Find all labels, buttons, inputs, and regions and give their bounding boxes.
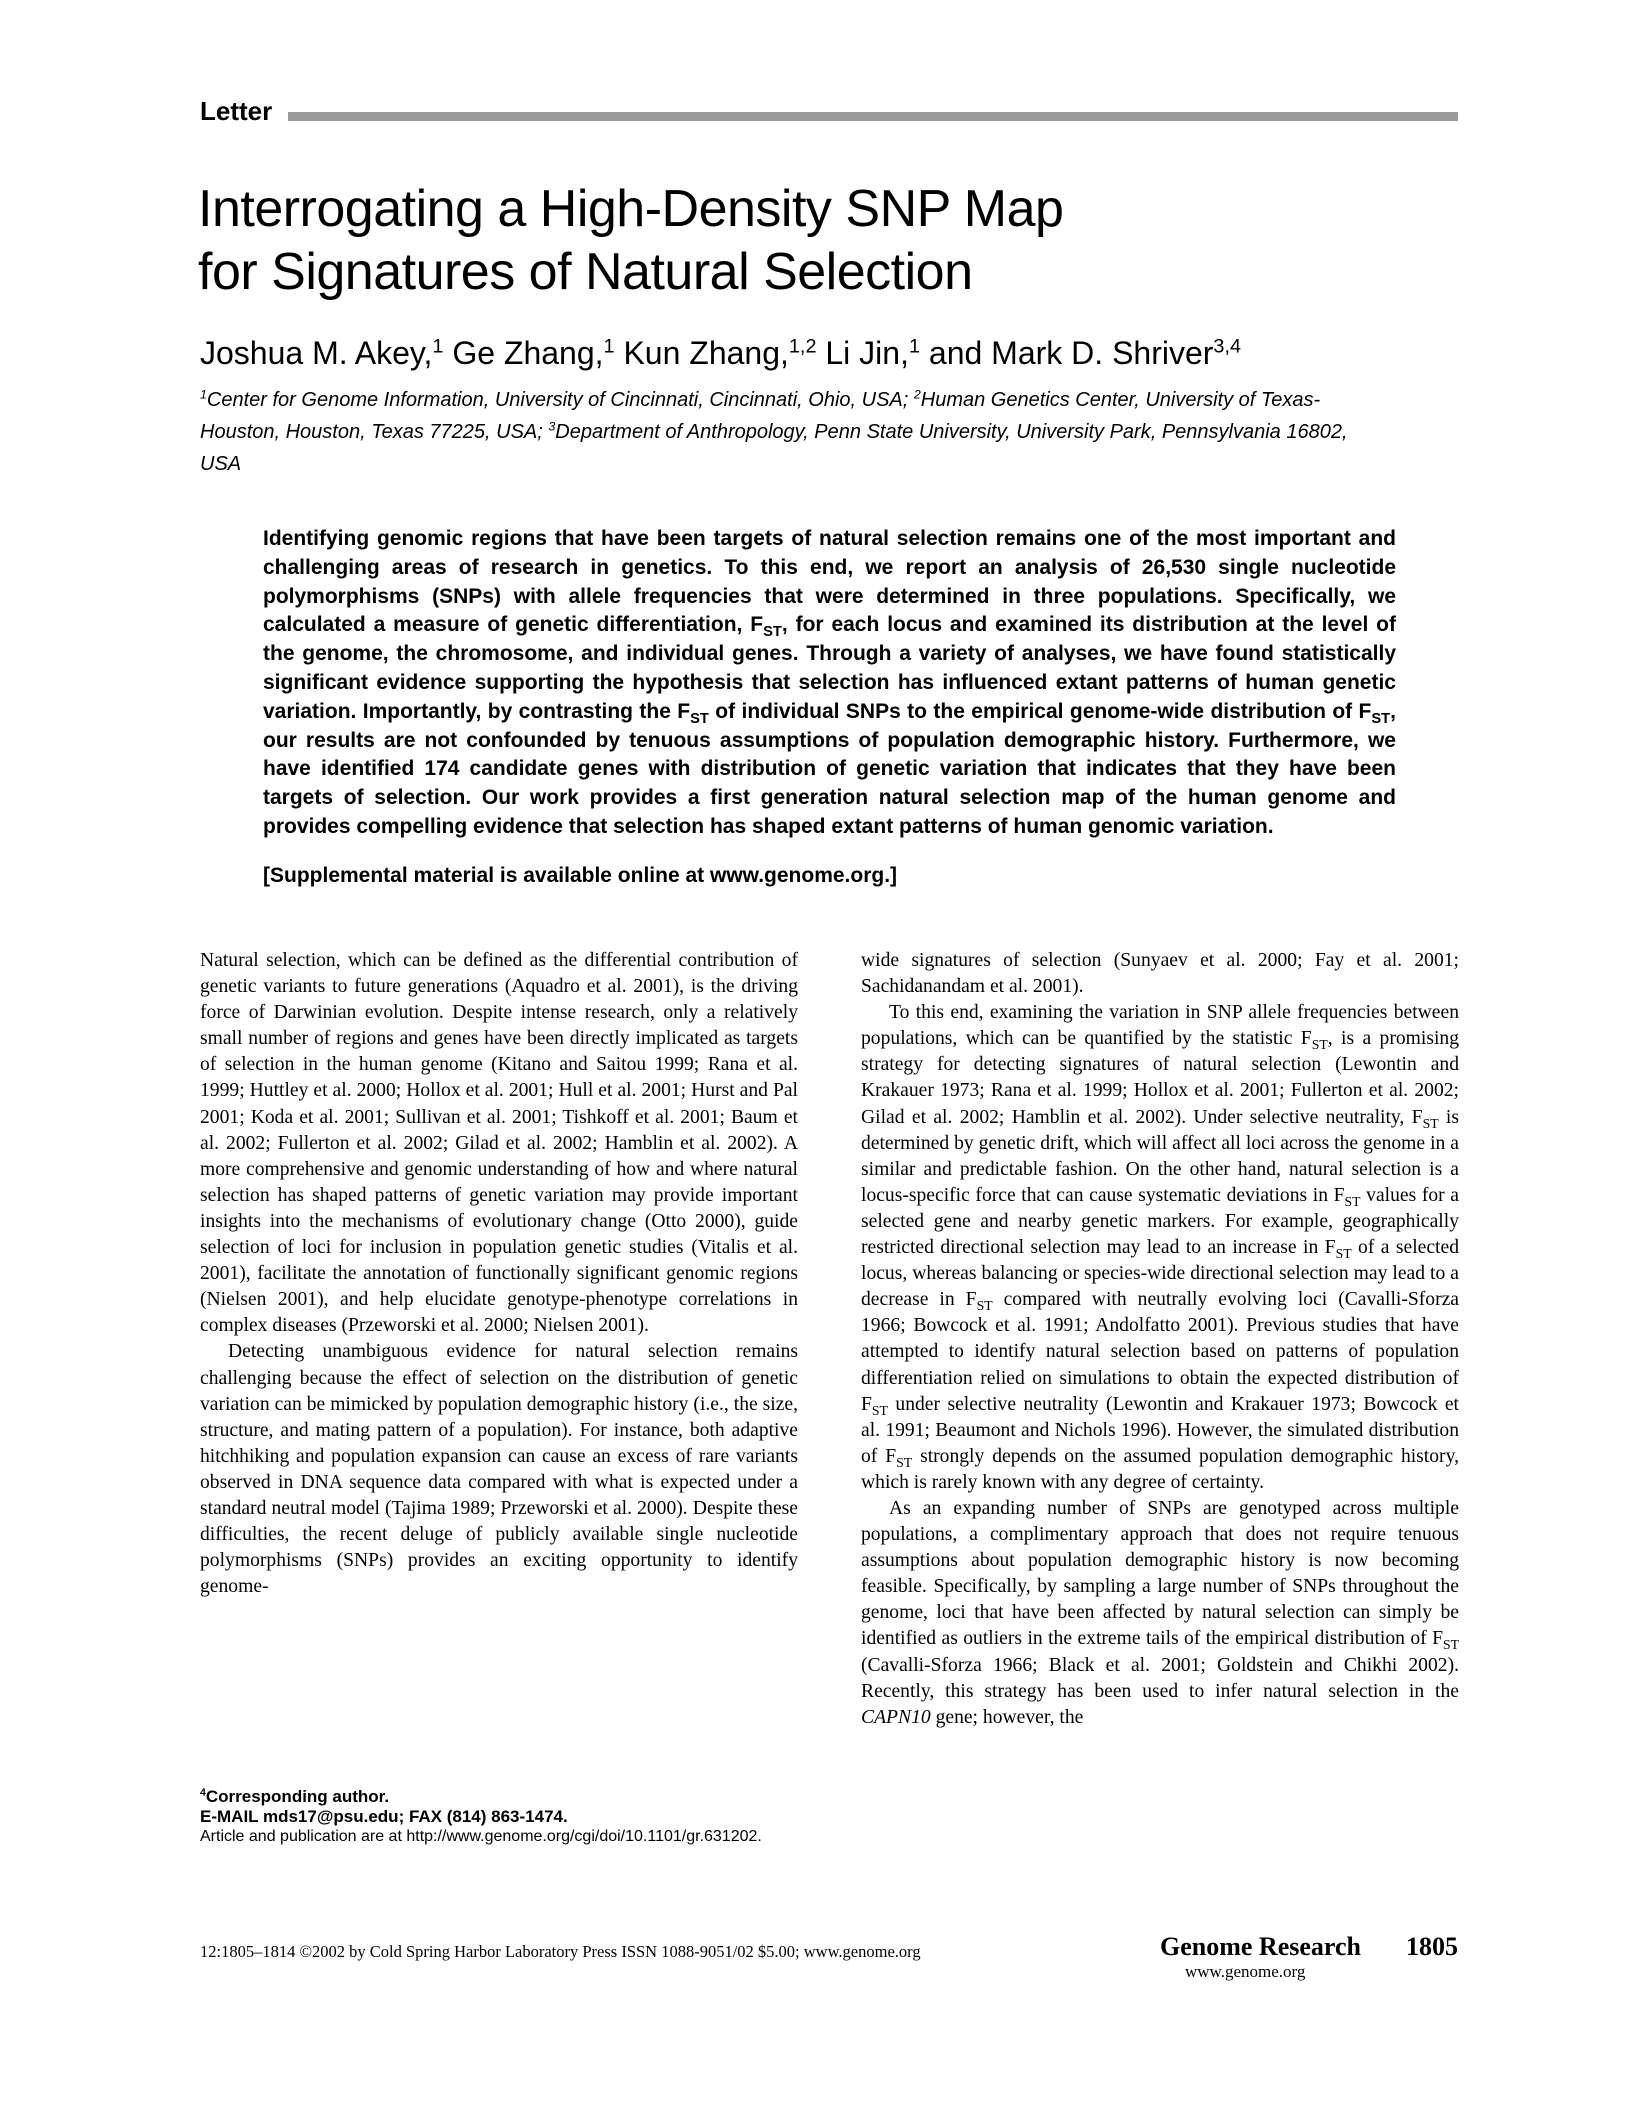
affiliation-text: Human Genetics Center, University of Texas-Houston, Houston, Texas 77225, USA; — [200, 389, 1321, 443]
section-header — [200, 95, 1458, 127]
affiliations — [200, 384, 1390, 480]
abstract-text: , for each locus and examined its distribution at the level of the genome, the chromosome, and individual genes. Through a variety of analyses, we have found statistically significant evidence supporting the hypothesis that selection has influenced extant patterns of human genetic variation. Importantly, by contrasting the F — [263, 613, 1396, 723]
header-rule — [288, 112, 1458, 121]
body-text: gene; however, the — [930, 1706, 1084, 1728]
fst-subscript: ST — [1335, 1245, 1352, 1261]
body-paragraph — [861, 1000, 1459, 1496]
footer-citation: 12:1805–1814 ©2002 by Cold Spring Harbor Laboratory Press ISSN 1088-9051/02 $5.00; www.genome.org — [200, 1942, 921, 1961]
fst-subscript: ST — [976, 1298, 993, 1314]
fst-subscript: ST — [1344, 1193, 1361, 1209]
body-text: , is a promising strategy for detecting signatures of natural selection (Lewontin and Krakauer 1973; Rana et al. 1999; Hollox et al. 2001; Fullerton et al. 2002; Gilad et al. 2002; Hamblin et al. 2002). Under selective neutrality, F — [861, 1028, 1459, 1128]
fst-subscript: ST — [871, 1402, 888, 1418]
author-affil-marker: 1 — [603, 335, 615, 358]
page-footer — [200, 1928, 1462, 1988]
body-text: values for a selected gene and nearby genetic markers. For example, geographically restricted directional selection may lead to an increase in F — [861, 1184, 1460, 1259]
section-label: Letter — [200, 96, 273, 126]
abstract — [263, 525, 1396, 842]
body-text: As an expanding number of SNPs are genotyped across multiple populations, a complimentary approach that does not require tenuous assumptions about population demographic history is now becoming feasible. Specifically, by sampling a large number of SNPs throughout the genome, loci that have been affected by natural selection can simply be identified as outliers in the extreme tails of the empirical distribution of F — [861, 1497, 1459, 1650]
author-affil-marker: 1,2 — [788, 335, 817, 358]
journal-url: www.genome.org — [1185, 1962, 1306, 1981]
article-url-note: Article and publication are at http://www.genome.org/cgi/doi/10.1101/gr.631202. — [200, 1828, 762, 1845]
fst-subscript: ST — [1311, 1037, 1328, 1053]
body-text: compared with neutrally evolving loci (Cavalli-Sforza 1966; Bowcock et al. 1991; Andolfatto 2001). Previous studies that have attempted to identify natural selection based on patterns of population differentiation relied on simulations to obtain the expected distribution of F — [861, 1289, 1459, 1415]
abstract-text: of individual SNPs to the empirical genome-wide distribution of F — [708, 699, 1372, 723]
affil-marker: 2 — [913, 387, 921, 402]
journal-name: Genome Research — [1160, 1932, 1361, 1961]
body-text: To this end, examining the variation in SNP allele frequencies between populations, which can be quantified by the statistic F — [861, 1002, 1459, 1050]
author-affil-marker: 1 — [432, 335, 444, 358]
affil-marker: 1 — [200, 387, 207, 402]
affiliation-text: Center for Genome Information, University of Cincinnati, Cincinnati, Ohio, USA; — [206, 389, 914, 411]
supplemental-note: [Supplemental material is available online at www.genome.org.] — [263, 864, 898, 887]
fst-subscript: ST — [1371, 710, 1391, 727]
body-text: (Cavalli-Sforza 1966; Black et al. 2001; Goldstein and Chikhi 2002). Recently, this strategy has been used to infer natural selection in the — [861, 1654, 1459, 1702]
author-affil-marker: 3,4 — [1213, 335, 1241, 358]
fst-subscript: ST — [896, 1454, 913, 1470]
affil-marker: 3 — [548, 419, 556, 434]
title-line-1: Interrogating a High-Density SNP Map — [198, 180, 1064, 238]
page-number: 1805 — [1406, 1932, 1458, 1961]
author-list — [200, 333, 1400, 373]
body-paragraph — [861, 1496, 1459, 1731]
fst-subscript: ST — [690, 710, 709, 727]
footnote-marker: 4 — [200, 1786, 206, 1799]
author-name: Kun Zhang, — [614, 335, 789, 371]
author-name: Joshua M. Akey, — [200, 335, 433, 371]
author-name: Li Jin, — [816, 335, 909, 371]
body-paragraph: Natural selection, which can be defined as the differential contribution of genetic variants to future generations (Aquadro et al. 2001), is the driving force of Darwinian evolution. Despite intense research, only a relatively small number of regions and genes have been directly implicated as targets of selection in the human genome (Kitano and Saitou 1999; Rana et al. 1999; Huttley et al. 2000; Hollox et al. 2001; Hull et al. 2001; Hurst and Pal 2001; Koda et al. 2001; Sullivan et al. 2001; Tishkoff et al. 2001; Baum et al. 2002; Fullerton et al. 2002; Gilad et al. 2002; Hamblin et al. 2002). A more comprehensive and genomic understanding of how and where natural selection has shaped patterns of genetic variation may provide important insights into the mechanisms of evolutionary change (Otto 2000), guide selection of loci for inclusion in population genetic studies (Vitalis et al. 2001), facilitate the annotation of functionally significant genomic regions (Nielsen 2001), and help elucidate genotype-phenotype correlations in complex diseases (Przeworski et al. 2000; Nielsen 2001). — [200, 950, 798, 1337]
body-paragraph: wide signatures of selection (Sunyaev et al. 2000; Fay et al. 2001; Sachidanandam et al. 2001). — [861, 950, 1459, 998]
body-text: is determined by genetic drift, which will affect all loci across the genome in a similar and predictable fashion. On the other hand, natural selection is a locus-specific force that can cause systematic deviations in F — [861, 1106, 1460, 1206]
abstract-text: Identifying genomic regions that have been targets of natural selection remains one of the most important and challenging areas of research in genetics. To this end, we report an analysis of 26,530 single nucleotide polymorphisms (SNPs) with allele frequencies that were determined in three populations. Specifically, we calculated a measure of genetic differentiation, F — [263, 527, 1396, 637]
body-column-right — [861, 948, 1459, 1731]
body-column-left — [200, 948, 798, 1600]
corresponding-line — [200, 1787, 800, 1807]
fst-subscript: ST — [763, 624, 782, 641]
title-line-2: for Signatures of Natural Selection — [198, 243, 973, 301]
body-text: under selective neutrality (Lewontin and Krakauer 1973; Bowcock et al. 1991; Beaumont and Nichols 1996). However, the simulated distribution of F — [861, 1393, 1459, 1467]
abstract-text: , our results are not confounded by tenuous assumptions of population demographic history. Furthermore, we have identified 174 candidate genes with distribution of genetic variation that indicates that they have been targets of selection. Our work provides a first generation natural selection map of the human genome and provides compelling evidence that selection has shaped extant patterns of human genomic variation. — [263, 699, 1396, 838]
author-name: and Mark D. Shriver — [920, 335, 1214, 371]
gene-name: CAPN10 — [861, 1706, 931, 1728]
corresponding-footnote — [200, 1787, 800, 1847]
body-text: strongly depends on the assumed population demographic history, which is rarely known with any degree of certainty. — [861, 1445, 1459, 1493]
author-affil-marker: 1 — [908, 335, 920, 358]
paper-title — [198, 178, 1398, 304]
author-name: Ge Zhang, — [443, 335, 604, 371]
corresponding-label: Corresponding author. — [205, 1787, 390, 1806]
fst-subscript: ST — [1442, 1637, 1459, 1653]
contact-email: E-MAIL mds17@psu.edu; FAX (814) 863-1474. — [200, 1807, 568, 1826]
body-text: of a selected locus, whereas balancing or species-wide directional selection may lead to a decrease in F — [861, 1237, 1459, 1311]
affiliation-text: Department of Anthropology, Penn State University, University Park, Pennsylvania 16802, USA — [200, 421, 1348, 475]
fst-subscript: ST — [1422, 1115, 1439, 1131]
body-paragraph: Detecting unambiguous evidence for natural selection remains challenging because the effect of selection on the distribution of genetic variation can be mimicked by population demographic history (i.e., the size, structure, and mating pattern of a population). For instance, both adaptive hitchhiking and population expansion can cause an excess of rare variants observed in DNA sequence data compared with what is expected under a standard neutral model (Tajima 1989; Przeworski et al. 2000). Despite these difficulties, the recent deluge of publicly available single nucleotide polymorphisms (SNPs) provides an exciting opportunity to identify genome- — [200, 1341, 798, 1598]
